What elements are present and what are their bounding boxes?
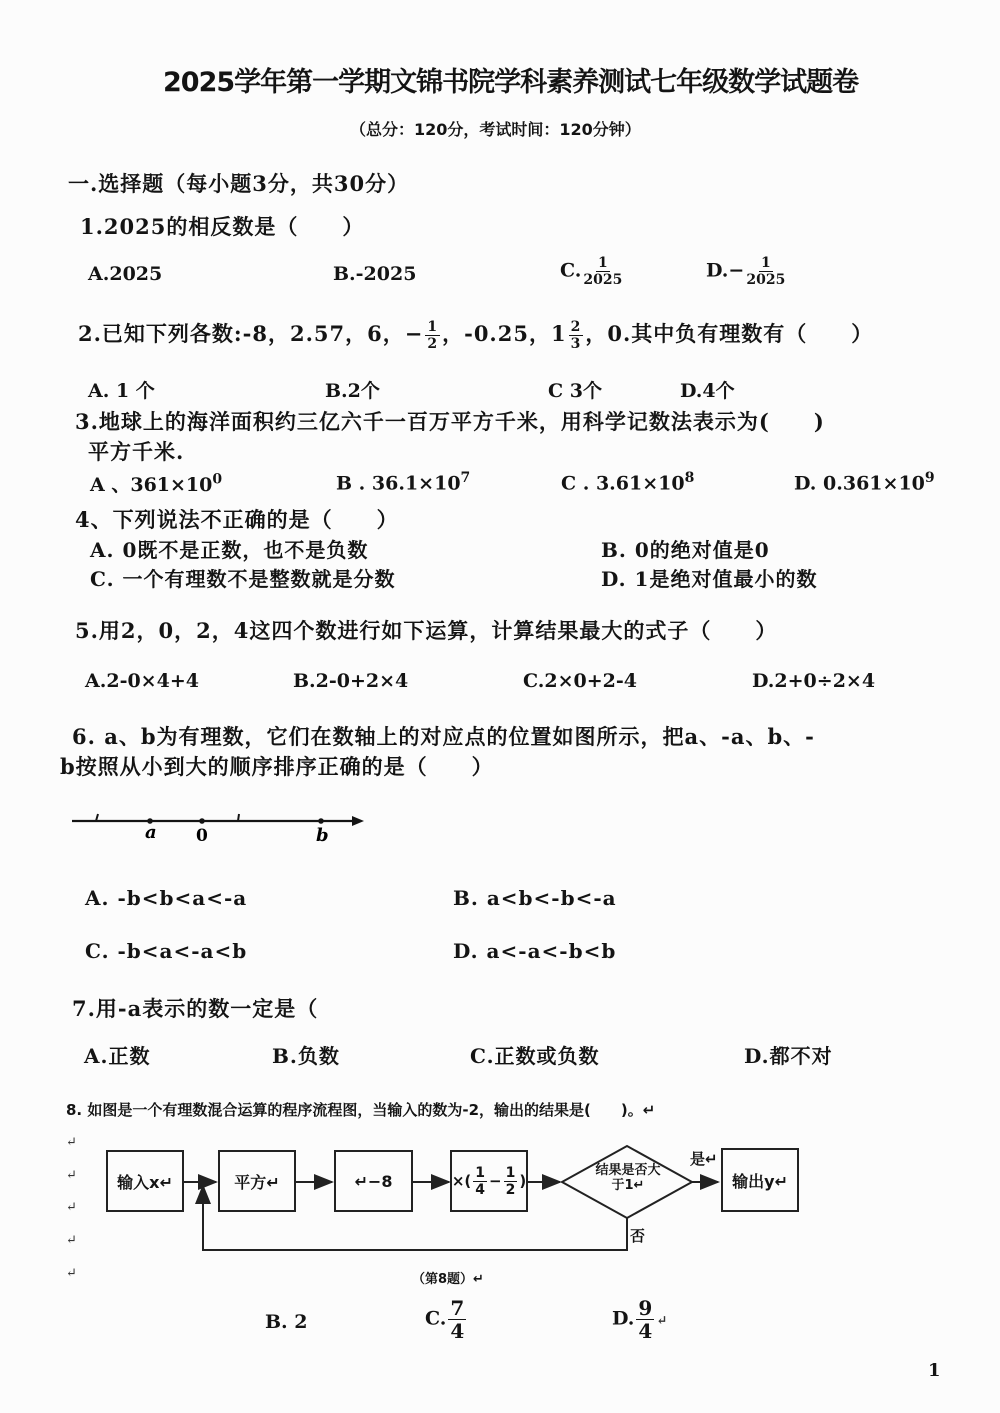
- q1-option-b: B.-2025: [333, 263, 417, 285]
- q2-option-d: D.4个: [680, 380, 735, 402]
- q3-b-base: B . 36.1×10: [336, 472, 461, 495]
- flow-decision-label: 结果是否大于1↵: [595, 1163, 661, 1193]
- flow-multiply-box: [450, 1150, 528, 1212]
- q2-f2-num: 2: [570, 319, 582, 335]
- q5-stem: 5.用2，0，2，4这四个数进行如下运算，计算结果最大的式子（ ）: [75, 618, 778, 643]
- label-a: a: [145, 822, 157, 843]
- mult-prefix: ×(: [451, 1172, 472, 1190]
- q1-c-num: 1: [598, 255, 608, 271]
- label-zero: 0: [196, 826, 208, 846]
- q2-stem-c: ，0.其中负有理数有（ ）: [585, 321, 874, 346]
- q7-option-d: D.都不对: [744, 1044, 833, 1068]
- q8-c-prefix: C.: [425, 1307, 447, 1330]
- q8-d-prefix: D.: [612, 1307, 635, 1330]
- q1-c-den: 2025: [583, 272, 623, 288]
- q3-option-c: [561, 470, 694, 494]
- q8-option-c: [425, 1298, 468, 1341]
- q8-d-fraction: [636, 1298, 654, 1341]
- mult-suffix: ): [519, 1172, 527, 1190]
- figure-caption: （第8题）↵: [412, 1272, 484, 1287]
- q8-option-b: B. 2: [265, 1311, 308, 1333]
- flow-square-box: 平方↵: [218, 1150, 296, 1212]
- q6-option-c: C. -b<a<-a<b: [85, 939, 248, 963]
- q8-d-suffix: ↵: [656, 1313, 668, 1329]
- margin-mark: ↵: [66, 1233, 77, 1248]
- q3-option-a: [90, 470, 222, 497]
- mult-f2-den: 2: [505, 1181, 516, 1198]
- tick-right: [238, 814, 239, 821]
- page-subtitle: （总分：120分，考试时间：120分钟）: [350, 120, 641, 139]
- q3-option-b: [336, 470, 470, 494]
- q2-stem-a: 2.已知下列各数:-8，2.57，6，−: [78, 321, 424, 346]
- q2-fraction-1: [425, 320, 440, 351]
- q1-d-num: 1: [760, 255, 771, 271]
- q1-d-prefix: D.−: [706, 259, 745, 282]
- q3-stem: 3.地球上的海洋面积约三亿六千一百万平方千米，用科学记数法表示为( ): [75, 409, 825, 434]
- mult-f1-num: 1: [475, 1164, 485, 1181]
- q6-option-d: D. a<-a<-b<b: [453, 939, 617, 963]
- q1-stem: 1.2025的相反数是（ ）: [80, 214, 365, 239]
- q2-option-a: A. 1 个: [88, 380, 155, 402]
- q1-c-prefix: C.: [560, 259, 582, 282]
- q8-c-den: 4: [450, 1319, 465, 1343]
- q2-f1-num: 1: [427, 319, 439, 335]
- mult-f2-num: 1: [505, 1164, 516, 1181]
- q8-stem: 8. 如图是一个有理数混合运算的程序流程图，当输入的数为-2，输出的结果是( )。↵: [66, 1101, 656, 1119]
- q8-c-num: 7: [450, 1296, 465, 1320]
- page-title: 2025学年第一学期文锦书院学科素养测试七年级数学试题卷: [163, 67, 859, 98]
- q4-option-a: A. 0既不是正数，也不是负数: [90, 538, 369, 562]
- mult-frac-2: [504, 1166, 518, 1197]
- point-b: [318, 818, 324, 824]
- q7-option-c: C.正数或负数: [470, 1044, 600, 1068]
- flow-minus-box: ↵−8: [334, 1150, 413, 1212]
- q1-d-den: 2025: [746, 272, 786, 288]
- q7-option-a: A.正数: [84, 1044, 151, 1068]
- q5-option-c: C.2×0+2-4: [523, 670, 638, 692]
- q7-stem: 7.用-a表示的数一定是（: [72, 996, 319, 1021]
- q8-c-fraction: [448, 1298, 466, 1341]
- q2-option-b: B.2个: [325, 380, 380, 402]
- flow-input-box: 输入x↵: [106, 1150, 184, 1212]
- q3-b-exp: 7: [460, 470, 471, 486]
- q6-stem-2: b按照从小到大的顺序排序正确的是（ ）: [60, 754, 494, 779]
- q7-option-b: B.负数: [272, 1044, 340, 1068]
- q3-c-base: C . 3.61×10: [561, 472, 685, 495]
- mult-frac-1: [473, 1166, 487, 1197]
- q8-d-num: 9: [638, 1296, 653, 1320]
- q3-c-exp: 8: [684, 470, 695, 486]
- q6-option-b: B. a<b<-b<-a: [453, 886, 617, 910]
- q4-option-b: B. 0的绝对值是0: [601, 538, 770, 562]
- margin-mark: ↵: [66, 1200, 77, 1215]
- q2-f2-den: 3: [570, 336, 582, 352]
- q3-stem-2: 平方千米.: [88, 439, 185, 464]
- mult-minus: −: [489, 1172, 502, 1190]
- q8-option-d: [612, 1298, 667, 1341]
- q6-stem-1: 6. a、b为有理数，它们在数轴上的对应点的位置如图所示，把a、-a、b、-: [72, 724, 815, 749]
- mult-f1-den: 4: [475, 1181, 485, 1198]
- point-zero: [199, 818, 205, 824]
- section-heading: 一.选择题（每小题3分，共30分）: [68, 171, 410, 196]
- q4-option-c: C. 一个有理数不是整数就是分数: [90, 567, 396, 591]
- q3-a-base: A 、361×10: [90, 474, 213, 496]
- number-line-arrow: [352, 816, 364, 826]
- flow-no-label: 否: [630, 1227, 646, 1245]
- flow-output-box: 输出y↵: [721, 1148, 799, 1212]
- q3-d-base: D. 0.361×10: [794, 472, 925, 495]
- margin-mark: ↵: [66, 1266, 77, 1281]
- q2-f1-den: 2: [427, 336, 439, 352]
- q4-option-d: D. 1是绝对值最小的数: [601, 567, 818, 591]
- q6-option-a: A. -b<b<a<-a: [85, 886, 248, 910]
- q1-d-fraction: [746, 256, 785, 287]
- q2-stem: [78, 318, 873, 351]
- margin-mark: ↵: [66, 1135, 77, 1150]
- q2-fraction-2: [569, 320, 584, 351]
- q5-option-b: B.2-0+2×4: [293, 670, 409, 692]
- q8-d-den: 4: [638, 1319, 653, 1343]
- label-b: b: [316, 825, 329, 846]
- q3-a-exp: 0: [212, 471, 223, 488]
- q1-option-c: [560, 256, 624, 287]
- margin-mark: ↵: [66, 1168, 77, 1183]
- q3-d-exp: 9: [924, 470, 935, 486]
- q2-option-c: C 3个: [548, 380, 602, 402]
- q1-option-a: A.2025: [88, 263, 163, 285]
- q5-option-a: A.2-0×4+4: [85, 670, 199, 692]
- q4-stem: 4、下列说法不正确的是（ ）: [75, 507, 399, 532]
- q1-c-fraction: [583, 256, 622, 287]
- number-line: [60, 805, 380, 855]
- page-number: 1: [928, 1360, 941, 1381]
- q1-option-d: [706, 256, 787, 287]
- q5-option-d: D.2+0÷2×4: [752, 670, 876, 692]
- q3-option-d: [794, 470, 935, 494]
- q2-stem-b: ，-0.25，1: [442, 321, 567, 346]
- flow-yes-label: 是↵: [690, 1150, 718, 1168]
